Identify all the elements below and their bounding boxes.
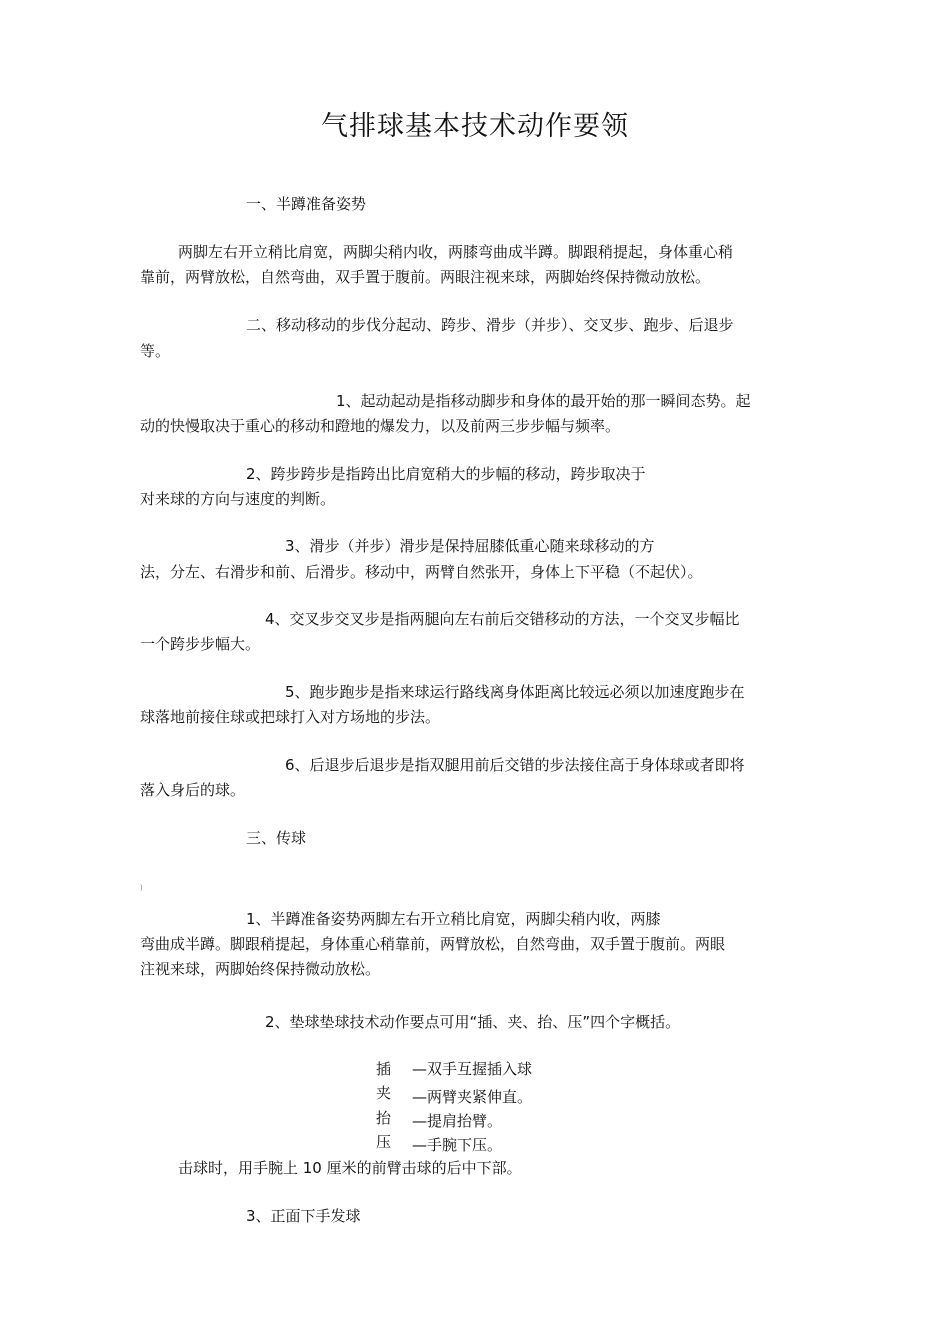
paragraph-line: 球落地前接住球或把球打入对方场地的步法。 [140, 708, 441, 726]
paragraph-line: 3、滑步（并步）滑步是保持屈膝低重心随来球移动的方 [285, 537, 655, 555]
paragraph-line: 4、交叉步交叉步是指两腿向左右前后交错移动的方法，一个交叉步幅比 [265, 610, 740, 628]
paragraph-line: 1、起动起动是指移动脚步和身体的最开始的那一瞬间态势。起 [336, 392, 751, 410]
keyword-char: 插 [376, 1060, 392, 1078]
paragraph-line: 3、正面下手发球 [246, 1207, 361, 1225]
paragraph-line: 2、垫球垫球技术动作要点可用“插、夹、抬、压”四个字概括。 [265, 1013, 681, 1031]
paragraph-line: 5、跑步跑步是指来球运行路线离身体距离比较远必须以加速度跑步在 [285, 683, 745, 701]
paragraph-line: 1、半蹲准备姿势两脚左右开立稍比肩宽，两脚尖稍内收，两膝 [246, 910, 661, 928]
paragraph-line: 6、后退步后退步是指双腿用前后交错的步法接住高于身体球或者即将 [285, 756, 745, 774]
paragraph-line: 弯曲成半蹲。脚跟稍提起，身体重心稍靠前，两臂放松，自然弯曲，双手置于腹前。两眼 [140, 935, 726, 953]
keyword-char: 抬 [376, 1109, 392, 1127]
keyword-desc: —两臂夹紧伸直。 [412, 1088, 533, 1106]
section-heading: 三、传球 [246, 829, 307, 847]
paragraph-line: 靠前，两臂放松，自然弯曲，双手置于腹前。两眼注视来球，两脚始终保持微动放松。 [140, 268, 711, 286]
paragraph-line: 法，分左、右滑步和前、后滑步。移动中，两臂自然张开，身体上下平稳（不起伏）。 [140, 563, 703, 581]
keyword-desc: —双手互握插入球 [412, 1060, 533, 1078]
keyword-desc: —手腕下压。 [412, 1136, 503, 1154]
paragraph-line: 注视来球，两脚始终保持微动放松。 [140, 960, 381, 978]
section-heading-continued: 等。 [140, 342, 171, 360]
keyword-desc: —提肩抬臂。 [412, 1112, 503, 1130]
section-heading: 一、半蹲准备姿势 [246, 195, 367, 213]
paragraph-line: 对来球的方向与速度的判断。 [140, 490, 336, 508]
keyword-char: 夹 [376, 1084, 392, 1102]
document-title: 气排球基本技术动作要领 [321, 111, 629, 142]
paragraph-line: 动的快慢取决于重心的移动和蹬地的爆发力，以及前两三步步幅与频率。 [140, 417, 621, 435]
paragraph-line: 一个跨步步幅大。 [140, 635, 261, 653]
paragraph-line: 击球时，用手腕上 10 厘米的前臂击球的后中下部。 [178, 1159, 522, 1177]
paragraph-line: 落入身后的球。 [140, 781, 246, 799]
section-heading: 二、移动移动的步伐分起动、跨步、滑步（并步）、交叉步、跑步、后退步 [246, 316, 734, 334]
keyword-char: 压 [376, 1133, 392, 1151]
paragraph-line: 两脚左右开立稍比肩宽，两脚尖稍内收，两膝弯曲成半蹲。脚跟稍提起，身体重心稍 [178, 243, 734, 261]
paragraph-line: 2、跨步跨步是指跨出比肩宽稍大的步幅的移动，跨步取决于 [246, 465, 646, 483]
stray-mark: ) [140, 884, 143, 892]
